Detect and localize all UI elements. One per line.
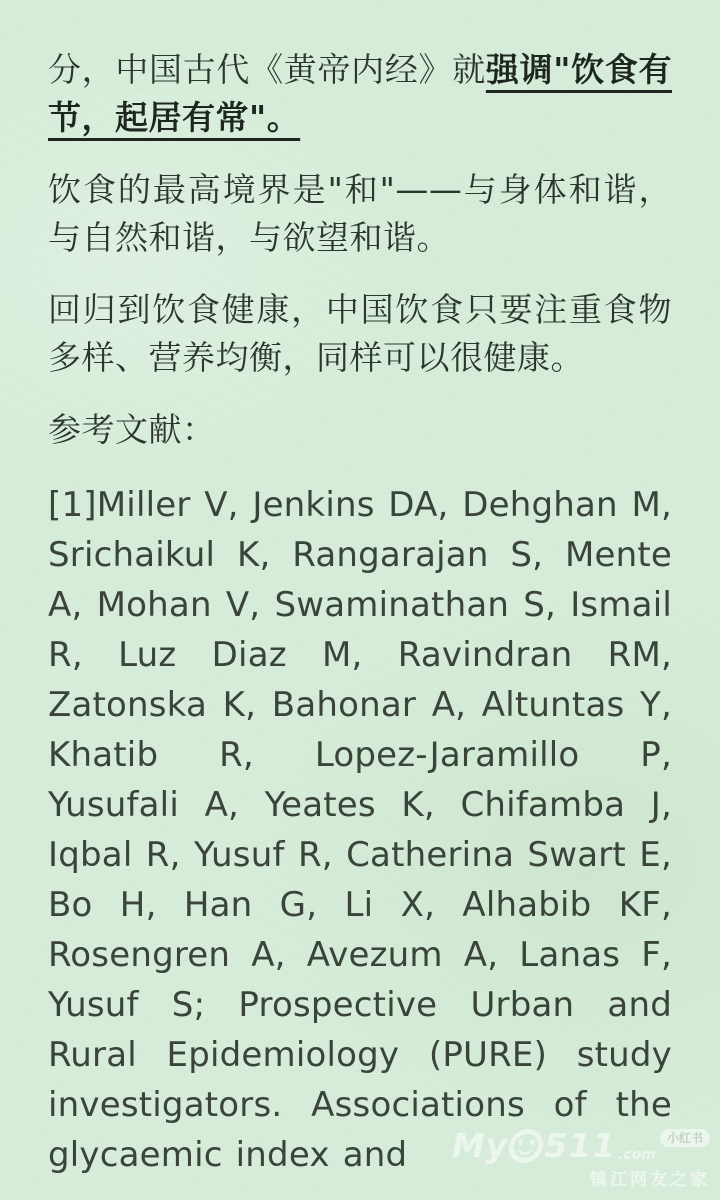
watermark-logo-prefix: My [451,1126,509,1165]
watermark [451,1126,710,1190]
watermark-dotcom: .com [618,1147,656,1163]
reference-entry-1: [1]Miller V, Jenkins DA, Dehghan M, Srichaikul K, Rangarajan S, Mente A, Mohan V, Swaminathan S, Ismail R, Luz Diaz M, Ravindran RM, Zatonska K, Bahonar A, Altuntas Y, Khatib R, Lopez-Jaramillo P, Yusufali A, Yeates K, Chifamba J, Iqbal R, Yusuf R, Catherina Swart E, Bo H, Han G, Li X, Alhabib KF, Rosengren A, Avezum A, Lanas F, Yusuf S; Prospective Urban and Rural Epidemiology (PURE) study investigators. Associations of the glycaemic index and [48,485,672,1175]
watermark-slogan: 镇江网友之家 [590,1170,710,1190]
paragraph-dietary-regulation [48,46,672,142]
paragraph-return-to-health: 回归到饮食健康，中国饮食只要注重食物多样、营养均衡，同样可以很健康。 [48,290,672,377]
watermark-logo-suffix: 511 [544,1126,617,1165]
paragraph-dietary-regulation-regular: 分，中国古代《黄帝内经》就 [48,50,486,89]
paragraph-harmony: 饮食的最高境界是"和"——与身体和谐，与自然和谐，与欲望和谐。 [48,170,672,257]
watermark-logo [451,1126,617,1165]
references-heading: 参考文献： [48,410,216,449]
watermark-xiaohongshu-badge: 小红书 [660,1129,710,1147]
watermark-logo-row [451,1126,710,1165]
paragraph-dietary-regulation-emphasis: 强调"饮食有节，起居有常"。 [48,50,672,137]
smiley-zero-icon [507,1129,546,1163]
